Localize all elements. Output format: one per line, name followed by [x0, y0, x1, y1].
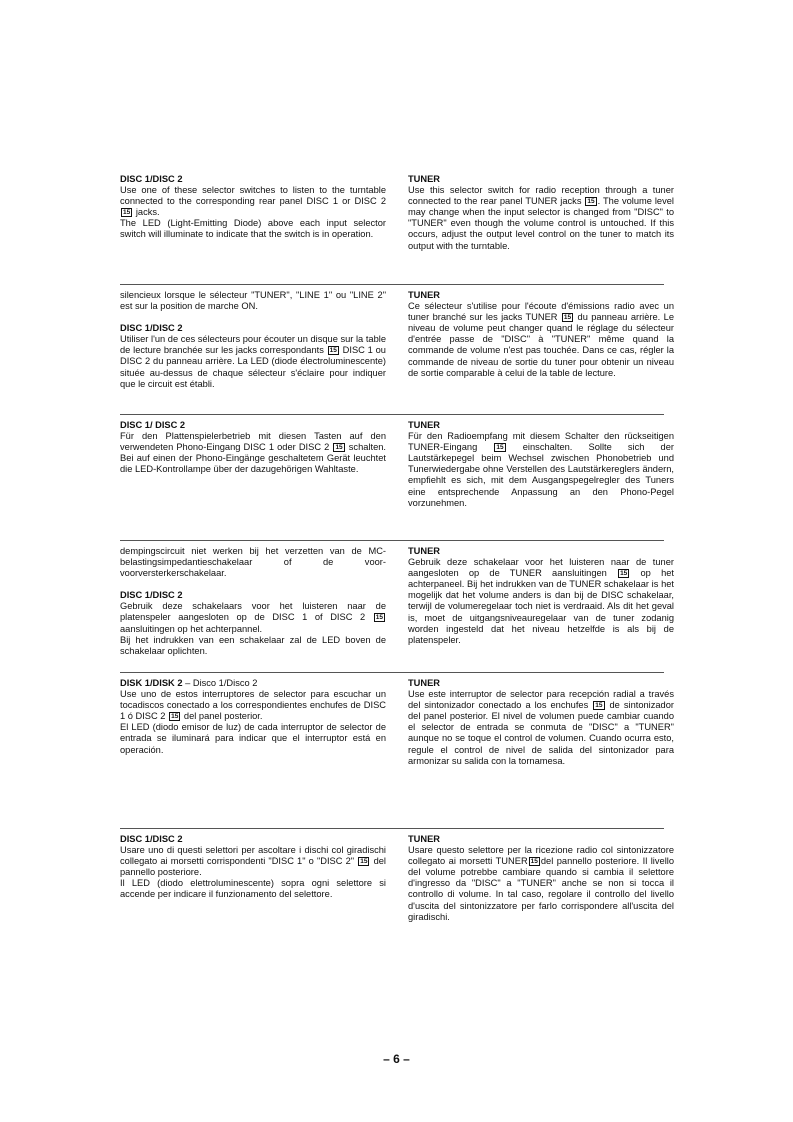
paragraph: Für den Radioempfang mit diesem Schalter den rückseitigen TUNER-Eingang 15 einschalten. Sollte sich der Lautstärkepegel beim Wechsel zwischen Phonobetrieb und Tunerwiedergabe ohne Verstellen des Lautstärkereglers ändern, empfiehlt es sich, mit dem Ausgangspegelregler des Tuners eine entsprechende Anpassung an den Phono-Pegel vorzunehmen. [408, 431, 674, 508]
jack-ref-badge: 15 [335, 444, 343, 452]
heading-disc: DISC 1/DISC 2 [120, 834, 183, 844]
heading-tuner: TUNER [408, 834, 441, 844]
paragraph: Use uno de estos interruptores de selector para escuchar un tocadiscos conectado a los correspondientes enchufes de DISC 1 ó DISC 2 15 del panel posterior. [120, 689, 386, 722]
heading-tuner: TUNER [408, 678, 441, 688]
paragraph: Gebruik deze schakelaar voor het luisteren naar de tuner aangesloten op de TUNER aansluitingen 15 op het achterpaneel. Bij het indrukken van de TUNER schakelaar is het mogelijk dat het volume anders is dan bij de DISC schakelaar, terwijl de volumeregelaar toch niet is verdraaid. Als dit het geval is, moet de uitgangsniveauregelaar van de tuner zodanig worden ingesteld dat het niveau hetzelfde is als bij de platenspeler. [408, 557, 674, 645]
jack-ref-badge: 15 [595, 702, 603, 710]
dutch-left-column [120, 546, 386, 657]
divider [120, 414, 664, 415]
divider [120, 672, 664, 673]
spanish-right-column [408, 678, 674, 767]
paragraph: Use this selector switch for radio reception through a tuner connected to the rear panel TUNER jacks 15 . The volume level may change when the input selector is changed from "DISC" to "TUNER" even though the volume control is untouched. If this occurs, adjust the output level control on the tuner to match its output with the turntable. [408, 185, 674, 251]
heading-tuner: TUNER [408, 420, 441, 430]
french-right-column [408, 290, 674, 379]
french-left-column [120, 290, 386, 390]
paragraph: Für den Plattenspielerbetrieb mit diesen Tasten auf den verwendeten Phono-Eingang DISC 1 oder DISC 2 15 schalten. Bei auf einen der Phono-Eingänge geschaltetem Gerät leuchtet die LED-Kontrollampe über der dazugehörigen Wahltaste. [120, 431, 386, 475]
dutch-right-column [408, 546, 674, 646]
paragraph: Bij het indrukken van een schakelaar zal de LED boven de schakelaar oplichten. [120, 634, 386, 656]
divider [120, 540, 664, 541]
divider [120, 828, 664, 829]
spanish-left-column [120, 678, 386, 756]
italian-right-column [408, 834, 674, 923]
paragraph: Usare questo selettore per la ricezione radio col sintonizzatore collegato ai morsetti TUNER 15 del pannello posteriore. Il livello del volume potrebbe cambiare quando si cambia il selettore d'ingresso da "DISC" a "TUNER" anche se non si tocca il controllo di volume. In tal caso, regolare il controllo del livello d'uscita del sintonizzatore per farlo corrispondere all'uscita del giradischi. [408, 845, 674, 922]
jack-ref-badge: 15 [563, 314, 572, 322]
paragraph: silencieux lorsque le sélecteur "TUNER", "LINE 1" ou "LINE 2" est sur la position de marche ON. [120, 290, 386, 312]
jack-ref-badge: 15 [530, 858, 538, 866]
page-number: – 6 – [383, 1052, 410, 1066]
divider [120, 284, 664, 285]
paragraph: dempingscircuit niet werken bij het verzetten van de MC-belastingsimpedantieschakelaar of de voor-voorversterkerschakelaar. [120, 546, 386, 579]
paragraph: Gebruik deze schakelaars voor het luisteren naar de platenspeler aangesloten op de DISC 1 of DISC 2 15 aansluitingen op het achterpannel. [120, 601, 386, 634]
jack-ref-badge: 15 [587, 198, 595, 206]
jack-ref-badge: 15 [329, 347, 337, 355]
paragraph: Use one of these selector switches to listen to the turntable connected to the corresponding rear panel DISC 1 or DISC 2 15 jacks. [120, 185, 386, 218]
heading-tuner: TUNER [408, 174, 441, 184]
jack-ref-badge: 15 [496, 444, 504, 452]
paragraph: The LED (Light-Emitting Diode) above each input selector switch will illuminate to indicate that the switch is in operation. [120, 218, 386, 240]
heading-disc: DISC 1/DISC 2 [120, 590, 183, 601]
english-left-column [120, 174, 386, 241]
jack-ref-badge: 15 [620, 570, 628, 578]
paragraph: Il LED (diodo elettroluminescente) sopra ogni selettore si accende per indicare il funzionamento del selettore. [120, 878, 386, 900]
heading-tuner: TUNER [408, 546, 441, 556]
english-right-column [408, 174, 674, 252]
german-right-column [408, 420, 674, 509]
italian-left-column [120, 834, 386, 901]
paragraph: Ce sélecteur s'utilise pour l'écoute d'émissions radio avec un tuner branché sur les jacks TUNER 15 du panneau arrière. Le niveau de volume peut changer quand le réglage du sélecteur d'entrée passe de "DISC" à "TUNER" même quand la commande de volume n'est pas touchée. Dans ce cas, régler la commande de niveau de sortie du tuner pour obtenir un niveau de sortie comparable à celui de la table de lecture. [408, 301, 674, 378]
paragraph: Usare uno di questi selettori per ascoltare i dischi col giradischi collegato ai morsetti corrispondenti "DISC 1" o "DISC 2" 15 del pannello posteriore. [120, 845, 386, 878]
jack-ref-badge: 15 [375, 614, 383, 622]
heading-disc: DISC 1/DISC 2 [120, 174, 183, 184]
paragraph: El LED (diodo emisor de luz) de cada interruptor de selector de entrada se iluminará para indicar que el interruptor está en operación. [120, 722, 386, 755]
jack-ref-badge: 15 [123, 209, 131, 217]
heading-tuner: TUNER [408, 290, 441, 300]
heading-disc: DISK 1/DISK 2 – Disco 1/Disco 2 [120, 678, 258, 688]
german-left-column [120, 420, 386, 475]
jack-ref-badge: 15 [360, 858, 368, 866]
jack-ref-badge: 15 [171, 713, 179, 721]
heading-disc: DISC 1/ DISC 2 [120, 420, 186, 430]
paragraph: Utiliser l'un de ces sélecteurs pour écouter un disque sur la table de lecture branchée sur les jacks correspondants 15 DISC 1 ou DISC 2 du panneau arrière. La LED (diode électroluminescente) située au-dessus de chaque sélecteur s'éclaire pour indiquer que le circuit est établi. [120, 334, 386, 389]
heading-disc: DISC 1/DISC 2 [120, 323, 183, 334]
paragraph: Use este interruptor de selector para recepción radial a través del sintonizador conectado a los enchufes 15 de sintonizador del panel posterior. El nivel de volumen puede cambiar cuando el selector de entrada se conmuta de "DISC" a "TUNER" aunque no se toque el control de volumen. Cuando ocurra esto, regule el control de nivel de salida del sintonizador para armonizar su salida con la tornamesa. [408, 689, 674, 766]
